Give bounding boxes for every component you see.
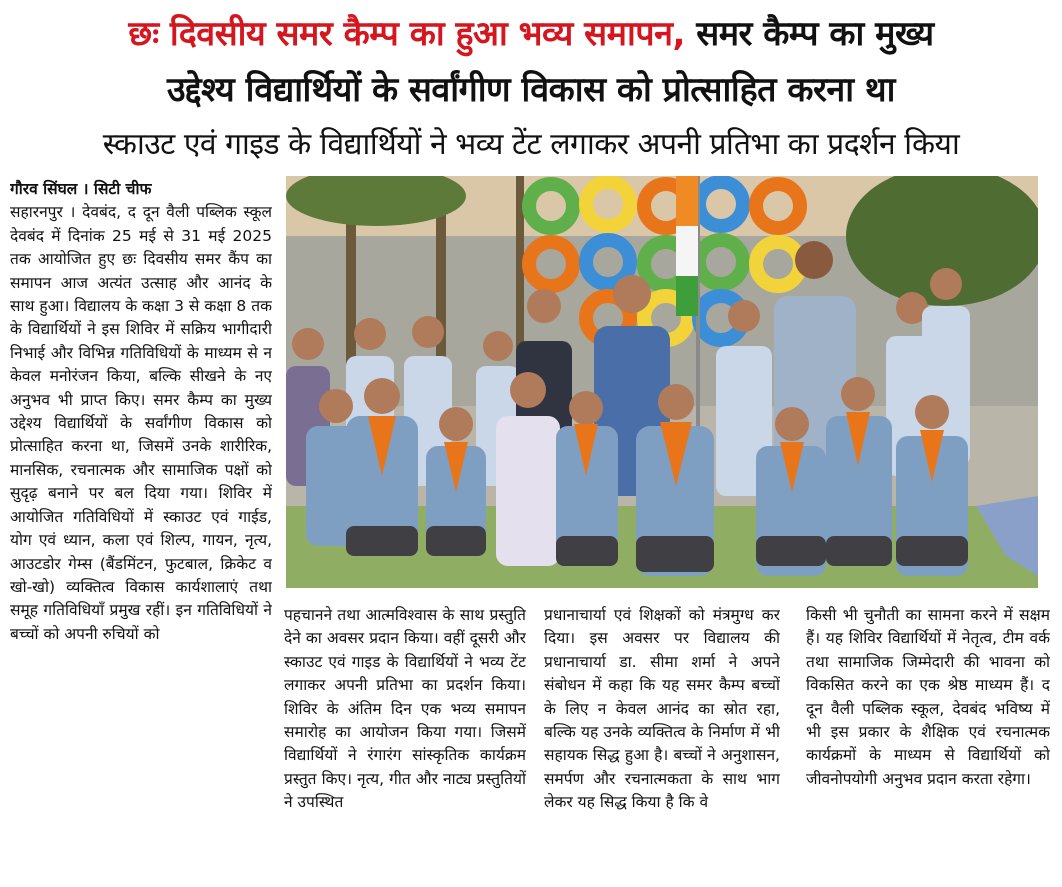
article-column-4: किसी भी चुनौती का सामना करने में सक्षम हैं। यह शिविर विद्यार्थियों में नेतृत्व, टीम वर्क तथा सामाजिक जिम्मेदारी की भावना को विकसित करने का एक श्रेष्ठ माध्यम हैं। द दून वैली पब्लिक स्कूल, देवबंद भविष्य में भी इस प्रकार के शैक्षिक एवं रचनात्मक कार्यक्रमों के माध्यम से विद्यार्थियों को जीवनोपयोगी अनुभव प्रदान करता रहेगा।	[806, 606, 1050, 788]
headline-black-part: समर कैम्प का मुख्य	[684, 14, 934, 54]
byline: गौरव सिंघल । सिटी चीफ	[10, 180, 152, 198]
headline-line-1	[0, 12, 1062, 56]
article-text-1: सहारनपुर । देवबंद, द दून वैली पब्लिक स्कूल देवबंद में दिनांक 25 मई से 31 मई 2025 तक आयोजित हुए छः दिवसीय समर कैंप का समापन आज अत्यंत उत्साह और आनंद के साथ हुआ। विद्यालय के कक्षा 3 से कक्षा 8 तक के विद्यार्थियों ने इस शिविर में सक्रिय भागीदारी निभाई और विभिन्न गतिविधियों के माध्यम से न केवल मनोरंजन किया, बल्कि सीखने के नए अनुभव भी प्राप्त किए। समर कैम्प का मुख्य उद्देश्य विद्यार्थियों के सर्वांगीण विकास को प्रोत्साहित करना था, जिसमें उनके शारीरिक, मानसिक, रचनात्मक और सामाजिक पक्षों को सुदृढ़ बनाने पर बल दिया गया। शिविर में आयोजित गतिविधियों में स्काउट एवं गाईड, योग एवं ध्यान, कला एवं शिल्प, गायन, नृत्य, आउटडोर गेम्स (बैंडमिंटन, फुटबाल, क्रिकेट व खो-खो) व्यक्तित्व विकास कार्यशालाएं तथा समूह गतिविधियाँ प्रमुख रहीं। इन गतिविधियों ने बच्चों को अपनी रुचियों को	[10, 203, 272, 643]
news-photo	[286, 176, 1038, 588]
subheadline: स्काउट एवं गाइड के विद्यार्थियों ने भव्य टेंट लगाकर अपनी प्रतिभा का प्रदर्शन किया	[102, 127, 960, 162]
group-photo-illustration	[286, 176, 1038, 588]
article-column-2: पहचानने तथा आत्मविश्वास के साथ प्रस्तुति देने का अवसर प्रदान किया। वहीं दूसरी और स्काउट एवं गाइड के विद्यार्थियों ने भव्य टेंट लगाकर अपनी प्रतिभा का प्रदर्शन किया। शिविर के अंतिम दिन एक भव्य समापन समारोह का आयोजन किया गया। जिसमें विद्यार्थियों ने रंगारंग सांस्कृतिक कार्यक्रम प्रस्तुत किए। नृत्य, गीत और नाट्य प्रस्तुतियों ने उपस्थित	[284, 606, 526, 812]
article-column-1	[10, 178, 272, 878]
headline-line-2: उद्देश्य विद्यार्थियों के सर्वांगीण विकास को प्रोत्साहित करना था	[167, 70, 895, 110]
article-column-3: प्रधानाचार्या एवं शिक्षकों को मंत्रमुग्ध कर दिया। इस अवसर पर विद्यालय की प्रधानाचार्या डा. सीमा शर्मा ने अपने संबोधन में कहा कि यह समर कैम्प बच्चों के लिए न केवल आनंद का स्रोत रहा, बल्कि यह उनके व्यक्तित्व के निर्माण में भी सहायक सिद्ध हुआ है। बच्चों ने अनुशासन, समर्पण और रचनात्मकता के साथ भाग लेकर यह सिद्ध किया है कि वे	[544, 606, 780, 812]
headline-red-part: छः दिवसीय समर कैम्प का हुआ भव्य समापन,	[128, 14, 685, 54]
